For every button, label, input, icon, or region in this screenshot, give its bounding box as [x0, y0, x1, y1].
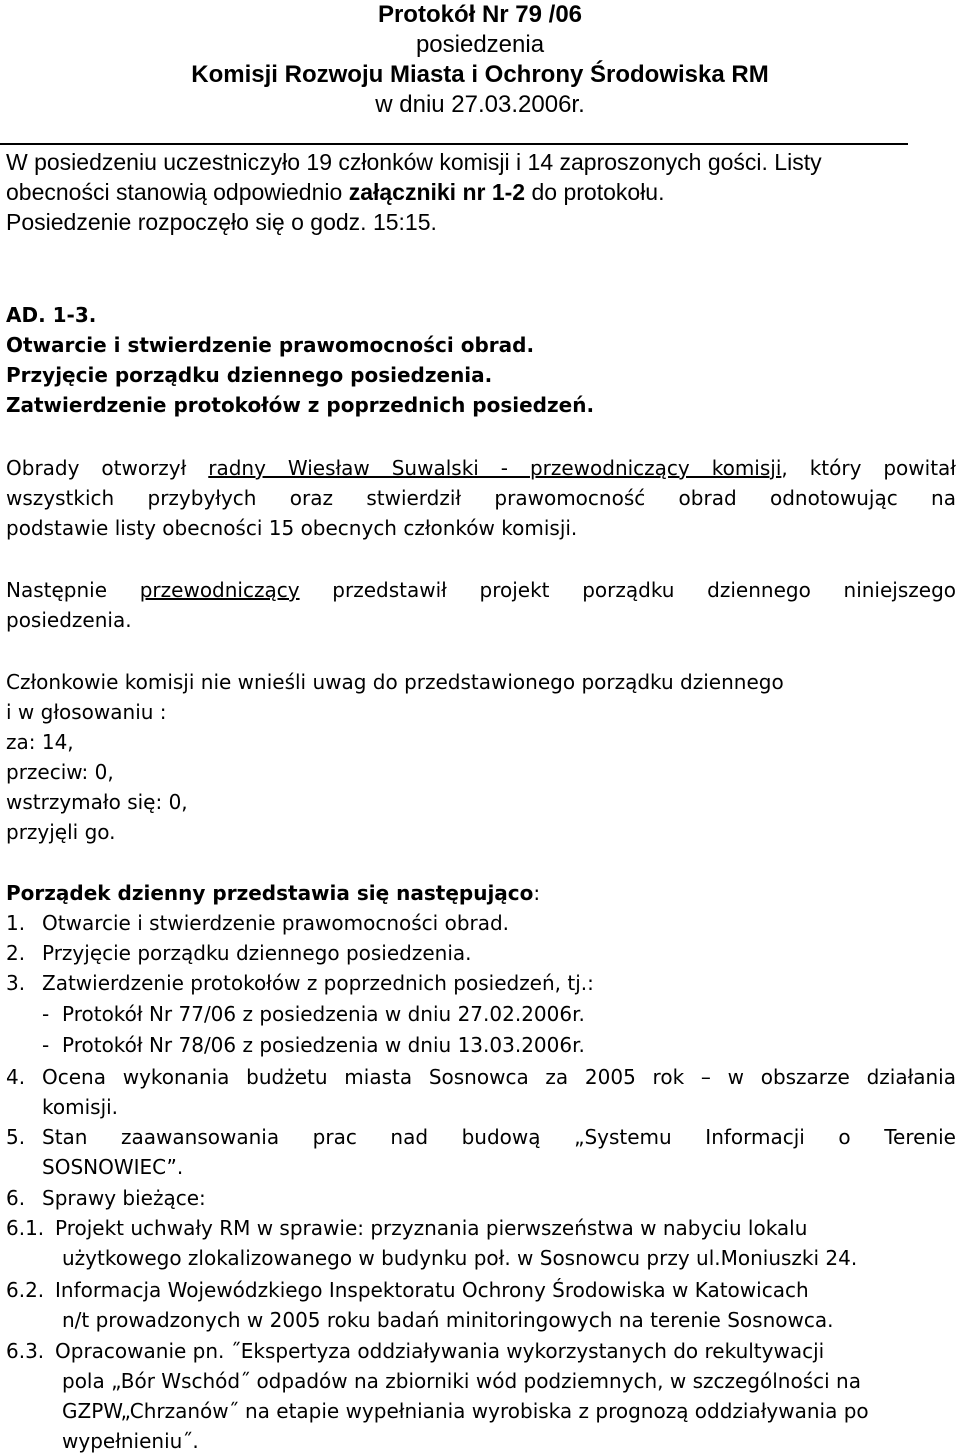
item-6-1-number: 6.1. [6, 1216, 45, 1240]
agenda-heading-text: Porządek dzienny przedstawia się następująco [6, 881, 534, 905]
heading-1: Otwarcie i stwierdzenie prawomocności obrad. [6, 333, 535, 357]
document-header [0, 0, 960, 120]
header-subtitle: posiedzenia [415, 31, 545, 58]
item-6-1-line-1: Projekt uchwały RM w sprawie: przyznania pierwszeństwa w nabyciu lokalu [55, 1216, 808, 1240]
agenda-heading-colon: : [533, 881, 541, 905]
vote-line-2: i w głosowaniu : [6, 700, 167, 724]
vote-section [6, 667, 784, 847]
vote-abstain: wstrzymało się: 0, [6, 790, 188, 814]
heading-2: Przyjęcie porządku dziennego posiedzenia. [6, 363, 493, 387]
para1-line-3: podstawie listy obecności 15 obecnych członków komisji. [6, 516, 578, 540]
para2-line-1 [6, 575, 956, 605]
item-6-3-line-2: pola „Bór Wschód˝ odpadów na zbiorniki wód podziemnych, w szczególności na [62, 1369, 861, 1393]
header-rule [0, 143, 908, 145]
heading-3: Zatwierdzenie protokołów z poprzednich posiedzeń. [6, 393, 595, 417]
intro-section [6, 147, 822, 237]
chairman-name: radny Wiesław Suwalski - przewodniczący komisji [208, 456, 782, 480]
para2-text-end: przedstawił projekt porządku dziennego niniejszego [299, 578, 957, 602]
para2-line-2: posiedzenia. [6, 608, 132, 632]
intro-line-3: Posiedzenie rozpoczęło się o godz. 15:15. [6, 209, 437, 235]
item-6-text: Sprawy bieżące: [42, 1186, 206, 1210]
para1-text: Obrady otworzył [6, 456, 209, 480]
subitem-2-text: Protokół Nr 78/06 z posiedzenia w dniu 13.03.2006r. [62, 1033, 585, 1057]
item-6-2-line-1: Informacja Wojewódzkiego Inspektoratu Ochrony Środowiska w Katowicach [55, 1278, 809, 1302]
para1-line-1 [6, 453, 956, 483]
attachments-ref: załączniki nr 1-2 [348, 179, 526, 205]
item-6-3-line-1: Opracowanie pn. ˝Ekspertyza oddziaływania wykorzystanych do rekultywacji [55, 1339, 825, 1363]
para1-line-2: wszystkich przybyłych oraz stwierdził prawomocność obrad odnotowując na [6, 486, 956, 510]
item-2-number: 2. [6, 941, 26, 965]
item-3-text: Zatwierdzenie protokołów z poprzednich posiedzeń, tj.: [42, 971, 594, 995]
item-4-number: 4. [6, 1065, 26, 1089]
subitem-2-dash: - [42, 1033, 50, 1057]
vote-line-1: Członkowie komisji nie wnieśli uwag do przedstawionego porządku dziennego [6, 670, 784, 694]
item-6-3-number: 6.3. [6, 1339, 45, 1363]
item-5-number: 5. [6, 1125, 26, 1149]
committee-name: Komisji Rozwoju Miasta i Ochrony Środowiska RM [191, 61, 769, 88]
item-1-text: Otwarcie i stwierdzenie prawomocności obrad. [42, 911, 510, 935]
item-2-text: Przyjęcie porządku dziennego posiedzenia. [42, 941, 472, 965]
opening-paragraph [6, 453, 956, 543]
item-6-3-line-3: GZPW„Chrzanów˝ na etapie wypełniania wyrobiska z prognozą oddziaływania po [62, 1399, 869, 1423]
item-6-2-line-2: n/t prowadzonych w 2005 roku badań minitoringowych na terenie Sosnowca. [62, 1308, 834, 1332]
item-3-number: 3. [6, 971, 26, 995]
item-5-line-1: Stan zaawansowania prac nad budową „Systemu Informacji o Terenie [42, 1125, 956, 1149]
vote-against: przeciw: 0, [6, 760, 114, 784]
vote-for: za: 14, [6, 730, 74, 754]
item-6-2-number: 6.2. [6, 1278, 45, 1302]
agenda-heading [6, 878, 540, 908]
item-1-number: 1. [6, 911, 26, 935]
item-5-line-2: SOSNOWIEC”. [42, 1155, 184, 1179]
ad-label: AD. 1-3. [6, 303, 97, 327]
intro-line-1: W posiedzeniu uczestniczyło 19 członków komisji i 14 zaproszonych gości. Listy [6, 149, 822, 175]
intro-line-2 [6, 177, 822, 207]
vote-result: przyjęli go. [6, 820, 116, 844]
item-6-number: 6. [6, 1186, 26, 1210]
item-4-line-1: Ocena wykonania budżetu miasta Sosnowca za 2005 rok – w obszarze działania [42, 1065, 956, 1089]
agenda-proposal-paragraph [6, 575, 956, 635]
item-6-1-line-2: użytkowego zlokalizowanego w budynku poł. w Sosnowcu przy ul.Moniuszki 24. [62, 1246, 858, 1270]
subitem-1-text: Protokół Nr 77/06 z posiedzenia w dniu 27.02.2006r. [62, 1002, 585, 1026]
meeting-date: w dniu 27.03.2006r. [375, 91, 585, 118]
para2-text: Następnie [6, 578, 140, 602]
para1-text-end: , który powitał [781, 456, 956, 480]
intro-text-end: do protokołu. [525, 179, 665, 205]
protocol-title: Protokół Nr 79 /06 [377, 1, 583, 28]
intro-text: obecności stanowią odpowiednio [6, 179, 349, 205]
subitem-1-dash: - [42, 1002, 50, 1026]
item-6-3-line-4: wypełnieniu˝. [62, 1429, 199, 1453]
agenda-points-heading [6, 300, 594, 420]
chairman-ref: przewodniczący [139, 578, 300, 602]
item-4-line-2: komisji. [42, 1095, 119, 1119]
